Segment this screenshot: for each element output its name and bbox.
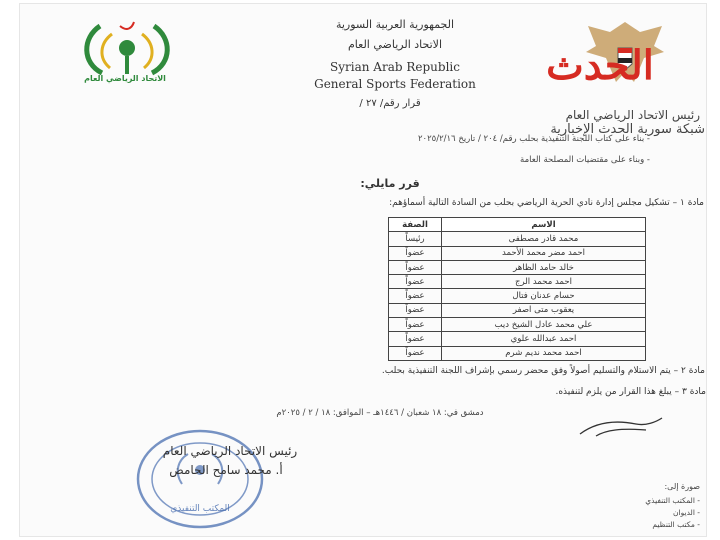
table-row <box>389 346 646 360</box>
official-stamp-icon <box>130 424 270 534</box>
member-role: عضواً <box>389 275 442 289</box>
member-role: عضواً <box>389 260 442 274</box>
date-line: دمشق في: ١٨ شعبان / ١٤٤٦هـ – الموافق: ١٨ / ٢ / ٢٠٢٥م <box>276 408 484 418</box>
decided-heading: قرر مايلي: <box>360 177 420 190</box>
header-republic-en: Syrian Arab Republic <box>330 60 460 74</box>
member-name: احمد مضر محمد الأحمد <box>442 246 646 260</box>
preamble-letter: - بناء على كتاب اللجنة التنفيذية بحلب رقم/ ٢٠٤ / تاريخ ٢٠٢٥/٢/١٦ <box>417 134 650 144</box>
signature-scribble-icon <box>576 412 666 442</box>
member-role: عضواً <box>389 246 442 260</box>
header-federation-ar: الاتحاد الرياضي العام <box>347 38 442 51</box>
cc-item: - الديوان <box>673 508 700 517</box>
article-3: مادة ٣ – يبلغ هذا القرار من يلزم لتنفيذه. <box>555 387 706 397</box>
column-header-name: الاسم <box>442 218 646 232</box>
watermark-line-1: رئيس الاتحاد الرياضي العام <box>565 108 700 122</box>
decision-number: قرار رقم/ ٢٧ / <box>359 98 421 109</box>
member-role: عضواً <box>389 318 442 332</box>
signatory-name: أ. محمد سامح الحامض <box>169 463 283 477</box>
news-brand-logo: الحدث <box>546 42 654 89</box>
table-row <box>389 260 646 274</box>
stamp-text: المكتب التنفيذي <box>170 504 230 514</box>
member-name: احمد محمد نديم شرم <box>442 346 646 360</box>
member-role: عضواً <box>389 346 442 360</box>
document-page <box>20 4 706 536</box>
table-header-row <box>389 218 646 232</box>
table-row <box>389 232 646 246</box>
member-name: علي محمد عادل الشيخ ديب <box>442 318 646 332</box>
watermark-line-2: شبكة سورية الحدث الإخبارية <box>550 122 705 137</box>
table-row <box>389 303 646 317</box>
members-table <box>388 217 646 361</box>
member-role: رئيساً <box>389 232 442 246</box>
table-row <box>389 275 646 289</box>
table-row <box>389 318 646 332</box>
article-2: مادة ٢ – يتم الاستلام والتسليم أصولاً وفق محضر رسمي بإشراف اللجنة التنفيذية بحلب. <box>381 366 705 376</box>
table-row <box>389 332 646 346</box>
member-role: عضواً <box>389 303 442 317</box>
table-row <box>389 289 646 303</box>
member-name: خالد حامد الظاهر <box>442 260 646 274</box>
member-name: حسام عدنان فتال <box>442 289 646 303</box>
column-header-role: الصفة <box>389 218 442 232</box>
member-role: عضواً <box>389 332 442 346</box>
member-name: احمد عبدالله علوي <box>442 332 646 346</box>
member-name: يعقوب متى اصفر <box>442 303 646 317</box>
cc-title: صورة إلى: <box>664 482 700 491</box>
member-name: محمد قادر مصطفى <box>442 232 646 246</box>
member-name: احمد محمد الرج <box>442 275 646 289</box>
header-federation-en: General Sports Federation <box>314 77 476 91</box>
cc-item: - مكتب التنظيم <box>652 520 700 529</box>
article-1: مادة ١ – تشكيل مجلس إدارة نادي الحرية الرياضي بحلب من السادة التالية أسماؤهم: <box>389 198 704 208</box>
member-role: عضواً <box>389 289 442 303</box>
cc-item: - المكتب التنفيذي <box>645 496 700 505</box>
logo-caption: الاتحاد الرياضي العام <box>84 74 166 83</box>
preamble-public-interest: - وبناء على مقتضيات المصلحة العامة <box>520 155 650 165</box>
table-row <box>389 246 646 260</box>
signatory-title: رئيس الاتحاد الرياضي العام <box>162 444 298 458</box>
header-republic-ar: الجمهورية العربية السورية <box>335 18 455 31</box>
